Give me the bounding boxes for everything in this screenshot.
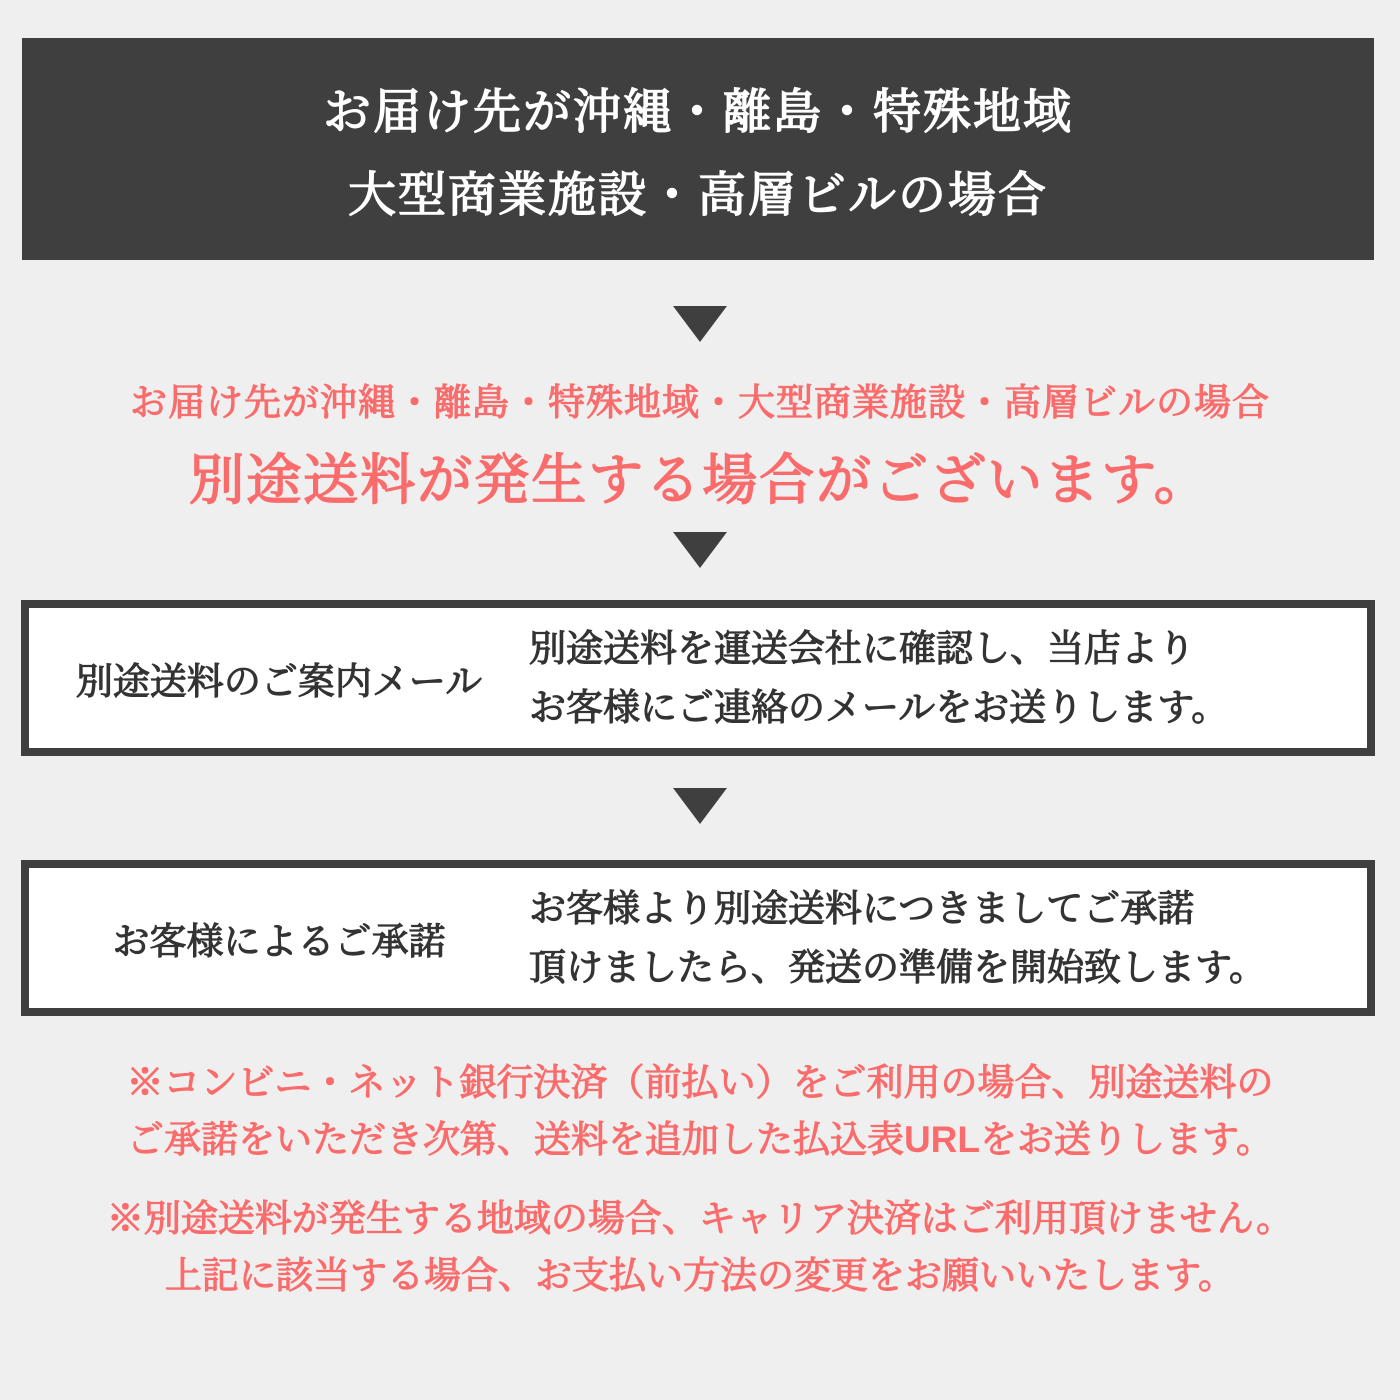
- step-description-line-1: お客様より別途送料につきましてご承諾: [529, 887, 1195, 929]
- step-description: [529, 879, 1266, 997]
- header-title-line-2: 大型商業施設・高層ビルの場合: [347, 169, 1048, 222]
- down-arrow-icon: [673, 306, 727, 342]
- footnote-line-1: ※コンビニ・ネット銀行決済（前払い）をご利用の場合、別途送料の: [126, 1062, 1274, 1103]
- footnote-line-2: ご承諾をいただき次第、送料を追加した払込表URLをお送りします。: [126, 1119, 1274, 1161]
- step-description-line-1: 別途送料を運送会社に確認し、当店より: [529, 627, 1195, 669]
- down-arrow-icon: [673, 788, 727, 824]
- step-box-customer-approval: [21, 860, 1375, 1016]
- footnote-line-2: 上記に該当する場合、お支払い方法の変更をお願いいたします。: [164, 1255, 1236, 1297]
- step-description-line-2: お客様にご連絡のメールをお送りします。: [529, 687, 1229, 728]
- step-label: 別途送料のご案内メール: [75, 661, 483, 702]
- footnote-carrier-payment: [0, 1190, 1400, 1305]
- header-banner: [22, 38, 1374, 260]
- header-title-line-1: お届け先が沖縄・離島・特殊地域: [322, 86, 1073, 139]
- footnote-prepayment: [0, 1054, 1400, 1169]
- step-box-shipping-fee-email: [21, 600, 1375, 756]
- down-arrow-icon: [673, 532, 727, 568]
- lead-condition-line: お届け先が沖縄・離島・特殊地域・大型商業施設・高層ビルの場合: [130, 382, 1270, 423]
- footnote-line-1: ※別途送料が発生する地域の場合、キャリア決済はご利用頂けません。: [106, 1198, 1294, 1239]
- lead-message: [0, 372, 1400, 515]
- step-label: お客様によるご承諾: [112, 921, 446, 962]
- step-description-line-2: 頂けましたら、発送の準備を開始致します。: [529, 947, 1267, 988]
- lead-emphasis-line: 別途送料が発生する場合がございます。: [189, 449, 1211, 511]
- step-description: [529, 619, 1228, 737]
